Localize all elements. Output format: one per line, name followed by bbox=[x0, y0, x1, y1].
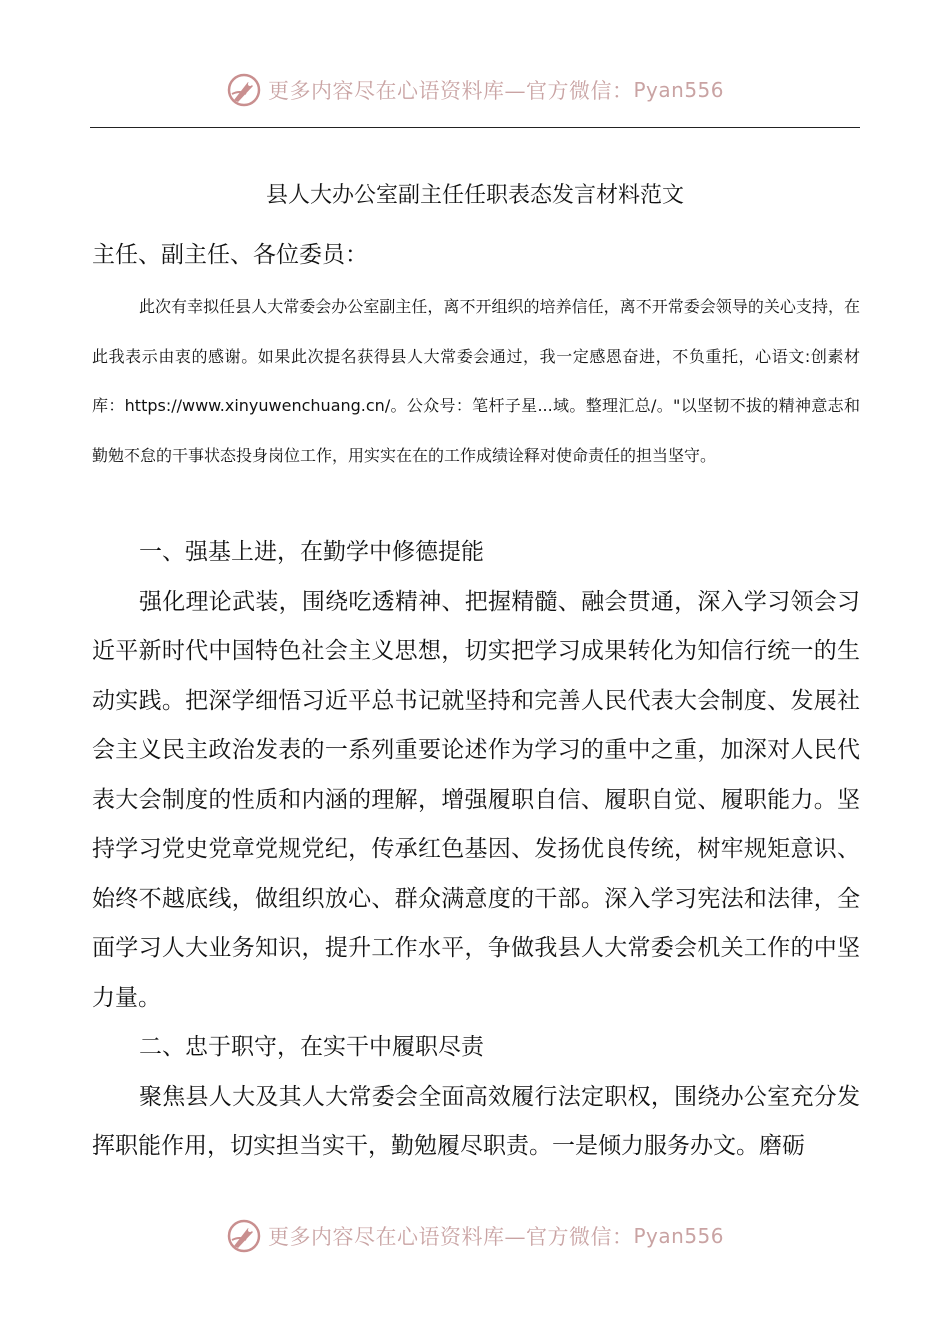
intro-paragraph: 此次有幸拟任县人大常委会办公室副主任，离不开组织的培养信任，离不开常委会领导的关心支持，在此我表示由衷的感谢。如果此次提名获得县人大常委会通过，我一定感恩奋进，不负重托，心语文:创素材库：https://www.xinyuwenchuang.cn/。公众号：笔杆子星...域。整理汇总/。"以坚韧不拔的精神意志和勤勉不怠的干事状态投身岗位工作，用实实在在的工作成绩诠释对使命责任的担当坚守。 bbox=[92, 297, 860, 465]
header-divider bbox=[90, 127, 860, 128]
pen-nib-logo-icon bbox=[226, 1218, 262, 1254]
document-body bbox=[92, 528, 860, 1172]
section-1-heading: 一、强基上进，在勤学中修德提能 bbox=[139, 539, 484, 565]
section-1-paragraph: 强化理论武装，围绕吃透精神、把握精髓、融会贯通，深入学习领会习近平新时代中国特色社会主义思想，切实把学习成果转化为知信行统一的生动实践。把深学细悟习近平总书记就坚持和完善人民代表大会制度、发展社会主义民主政治发表的一系列重要论述作为学习的重中之重，加深对人民代表大会制度的性质和内涵的理解，增强履职自信、履职自觉、履职能力。坚持学习党史党章党规党纪，传承红色基因、发扬优良传统，树牢规矩意识、始终不越底线，做组织放心、群众满意度的干部。深入学习宪法和法律，全面学习人大业务知识，提升工作水平，争做我县人大常委会机关工作的中坚力量。 bbox=[92, 588, 860, 1011]
watermark-text: 更多内容尽在心语资料库—官方微信： bbox=[267, 1225, 634, 1249]
header-watermark bbox=[0, 72, 950, 108]
watermark-wechat-id: Pyan556 bbox=[633, 1224, 724, 1248]
section-2-paragraph: 聚焦县人大及其人大常委会全面高效履行法定职权，围绕办公室充分发挥职能作用，切实担当实干，勤勉履尽职责。一是倾力服务办文。磨砺 bbox=[92, 1083, 860, 1159]
watermark-wechat-id: Pyan556 bbox=[633, 78, 724, 102]
document-title: 县人大办公室副主任任职表态发言材料范文 bbox=[265, 183, 684, 208]
section-2-heading: 二、忠于职守，在实干中履职尽责 bbox=[139, 1034, 484, 1060]
salutation: 主任、副主任、各位委员： bbox=[92, 242, 368, 268]
footer-watermark bbox=[0, 1218, 950, 1254]
pen-nib-logo-icon bbox=[226, 72, 262, 108]
watermark-text: 更多内容尽在心语资料库—官方微信： bbox=[267, 79, 634, 103]
